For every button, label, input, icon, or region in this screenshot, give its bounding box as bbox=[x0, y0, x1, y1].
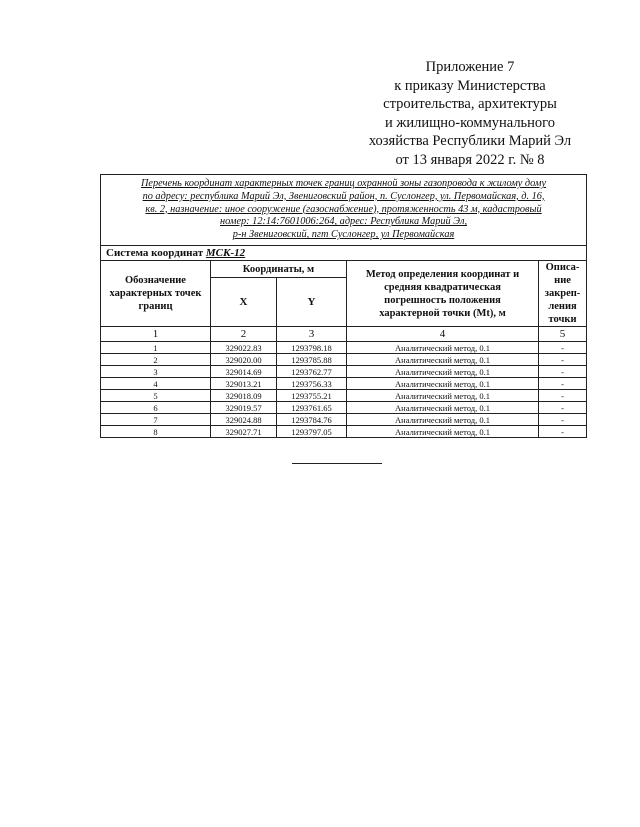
table-row bbox=[101, 414, 587, 426]
table-row bbox=[101, 366, 587, 378]
cell-y: 1293784.76 bbox=[277, 414, 347, 426]
cell-method: Аналитический метод, 0.1 bbox=[347, 366, 539, 378]
cell-point: 3 bbox=[101, 366, 211, 378]
cell-method: Аналитический метод, 0.1 bbox=[347, 402, 539, 414]
cell-point: 8 bbox=[101, 426, 211, 438]
cell-y: 1293755.21 bbox=[277, 390, 347, 402]
header-line: хозяйства Республики Марий Эл bbox=[368, 133, 572, 149]
header-text: границ bbox=[138, 301, 173, 312]
table-row bbox=[101, 402, 587, 414]
cell-description: - bbox=[539, 390, 587, 402]
cell-point: 6 bbox=[101, 402, 211, 414]
header-text: закреп- bbox=[544, 288, 581, 299]
table-row bbox=[101, 342, 587, 354]
header-text: погрешность положения bbox=[384, 294, 501, 306]
cell-point: 2 bbox=[101, 354, 211, 366]
cell-y: 1293762.77 bbox=[277, 366, 347, 378]
cell-y: 1293785.88 bbox=[277, 354, 347, 366]
table-title-line: номер: 12:14:7601006:264, адрес: Республика Марий Эл, bbox=[220, 216, 468, 228]
cell-y: 1293798.18 bbox=[277, 342, 347, 354]
column-number: 1 bbox=[101, 327, 211, 342]
coordinate-system-value: МСК-12 bbox=[205, 246, 246, 259]
cell-description: - bbox=[539, 354, 587, 366]
closing-divider bbox=[292, 463, 382, 464]
cell-description: - bbox=[539, 402, 587, 414]
header-text: Метод определения координат и bbox=[365, 268, 520, 280]
table-row bbox=[101, 354, 587, 366]
header-point-name bbox=[101, 261, 211, 327]
cell-method: Аналитический метод, 0.1 bbox=[347, 378, 539, 390]
header-x: X bbox=[211, 278, 277, 327]
column-numbers-row bbox=[101, 327, 587, 342]
appendix-header bbox=[330, 58, 610, 169]
cell-method: Аналитический метод, 0.1 bbox=[347, 414, 539, 426]
table-row bbox=[101, 390, 587, 402]
header-line: строительства, архитектуры bbox=[383, 96, 557, 112]
cell-x: 329014.69 bbox=[211, 366, 277, 378]
cell-y: 1293797.05 bbox=[277, 426, 347, 438]
table-title-line: Перечень координат характерных точек границ охранной зоны газопровода к жилому дому bbox=[141, 178, 547, 189]
column-number: 3 bbox=[277, 327, 347, 342]
header-y: Y bbox=[277, 278, 347, 327]
column-number: 5 bbox=[539, 327, 587, 342]
header-text: Описа- bbox=[545, 262, 580, 273]
cell-point: 5 bbox=[101, 390, 211, 402]
cell-description: - bbox=[539, 366, 587, 378]
header-text: ления bbox=[548, 301, 577, 312]
header-line: к приказу Министерства bbox=[394, 77, 546, 94]
table-title-line: р-н Звениговский, пгт Суслонгер, ул Первомайская bbox=[232, 229, 455, 241]
cell-description: - bbox=[539, 342, 587, 354]
cell-x: 329013.21 bbox=[211, 378, 277, 390]
cell-x: 329019.57 bbox=[211, 402, 277, 414]
cell-method: Аналитический метод, 0.1 bbox=[347, 390, 539, 402]
header-text: Обозначение bbox=[125, 275, 186, 286]
cell-point: 7 bbox=[101, 414, 211, 426]
table-title bbox=[101, 175, 587, 246]
cell-description: - bbox=[539, 378, 587, 390]
column-number: 4 bbox=[347, 327, 539, 342]
column-number: 2 bbox=[211, 327, 277, 342]
coordinates-table bbox=[100, 174, 587, 438]
table-title-line: по адресу: республика Марий Эл, Звениговский район, п. Суслонгер, ул. Первомайская, д. 16, bbox=[142, 190, 545, 202]
cell-method: Аналитический метод, 0.1 bbox=[347, 342, 539, 354]
table-title-line: кв. 2, назначение: иное сооружение (газоснабжение), протяженность 43 м, кадастровый bbox=[145, 203, 542, 215]
cell-x: 329018.09 bbox=[211, 390, 277, 402]
header-text: средняя квадратическая bbox=[384, 281, 501, 293]
header-line: от 13 января 2022 г. № 8 bbox=[395, 151, 545, 168]
table-row bbox=[101, 426, 587, 438]
table-row bbox=[101, 378, 587, 390]
header-text: точки bbox=[548, 314, 577, 325]
header-line: Приложение 7 bbox=[425, 59, 515, 75]
cell-x: 329020.00 bbox=[211, 354, 277, 366]
cell-description: - bbox=[539, 414, 587, 426]
header-method bbox=[347, 261, 539, 327]
header-description bbox=[539, 261, 587, 327]
cell-x: 329022.83 bbox=[211, 342, 277, 354]
cell-point: 1 bbox=[101, 342, 211, 354]
header-line: и жилищно-коммунального bbox=[384, 114, 556, 131]
cell-point: 4 bbox=[101, 378, 211, 390]
coordinate-system-label: Система координат bbox=[106, 246, 206, 259]
cell-y: 1293761.65 bbox=[277, 402, 347, 414]
header-text: ние bbox=[554, 275, 571, 286]
cell-x: 329027.71 bbox=[211, 426, 277, 438]
header-coordinates: Координаты, м bbox=[211, 261, 347, 278]
header-text: характерной точки (Mt), м bbox=[379, 307, 506, 319]
cell-description: - bbox=[539, 426, 587, 438]
cell-method: Аналитический метод, 0.1 bbox=[347, 426, 539, 438]
cell-y: 1293756.33 bbox=[277, 378, 347, 390]
header-text: характерных точек bbox=[109, 288, 202, 299]
coordinate-system-row bbox=[101, 246, 587, 261]
cell-method: Аналитический метод, 0.1 bbox=[347, 354, 539, 366]
cell-x: 329024.88 bbox=[211, 414, 277, 426]
